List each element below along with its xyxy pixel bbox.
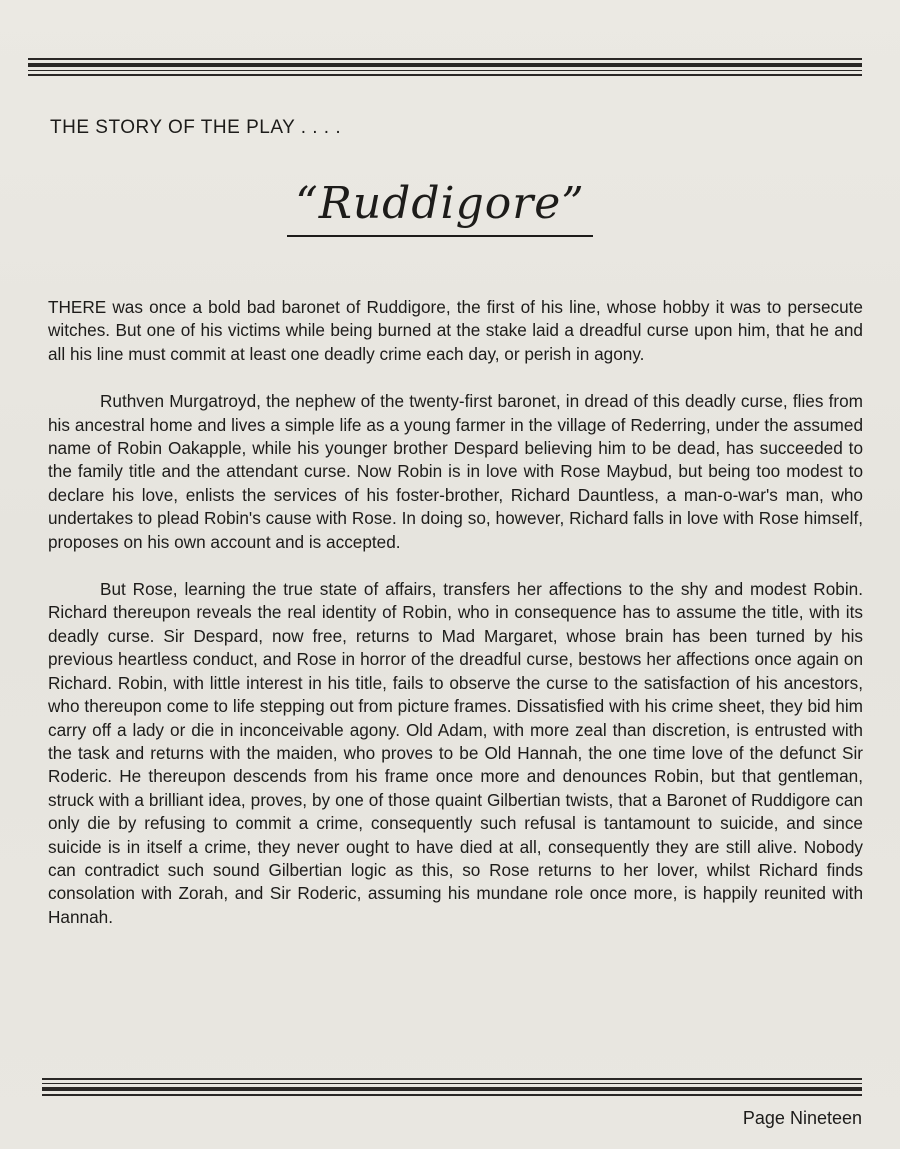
- bottom-decorative-rule: [42, 1078, 862, 1096]
- section-kicker: THE STORY OF THE PLAY . . . .: [50, 117, 342, 138]
- top-decorative-rule: [28, 58, 862, 76]
- story-paragraph-1: THERE was once a bold bad baronet of Ruddigore, the first of his line, whose hobby it was to persecute witches. But one of his victims while being burned at the stake laid a dreadful curse upon him, that he and all his line must commit at least one deadly crime each day, or perish in agony.: [48, 297, 863, 364]
- story-body: [48, 296, 863, 953]
- page-number: Page Nineteen: [742, 1108, 862, 1128]
- play-title: “Ruddigore”: [287, 178, 593, 237]
- title-block: [280, 178, 600, 237]
- story-paragraph-2: Ruthven Murgatroyd, the nephew of the twenty-first baronet, in dread of this deadly curse, flies from his ancestral home and lives a simple life as a young farmer in the village of Rederring, under the assumed name of Robin Oakapple, while his younger brother Despard believing him to be dead, has succeeded to the family title and the attendant curse. Now Robin is in love with Rose Maybud, but being too modest to declare his love, enlists the services of his foster-brother, Richard Dauntless, a man-o-war's man, who undertakes to plead Robin's cause with Rose. In doing so, however, Richard falls in love with Rose himself, proposes on his own account and is accepted.: [48, 391, 863, 552]
- story-paragraph-3: But Rose, learning the true state of affairs, transfers her affections to the shy and modest Robin. Richard thereupon reveals the real identity of Robin, who in consequence has to assume the title, with its deadly curse. Sir Despard, now free, returns to Mad Margaret, whose brain has been turned by his previous heartless conduct, and Rose in horror of the dreadful curse, bestows her affections once again on Richard. Robin, with little interest in his title, fails to observe the curse to the satisfaction of his ancestors, who thereupon come to life stepping out from picture frames. Dissatisfied with his crime sheet, they bid him carry off a lady or die in inconceivable agony. Old Adam, with more zeal than discretion, is entrusted with the task and returns with the maiden, who proves to be Old Hannah, the one time love of the defunct Sir Roderic. He thereupon descends from his frame once more and denounces Robin, but that gentleman, struck with a brilliant idea, proves, by one of those quaint Gilbertian twists, that a Baronet of Ruddigore can only die by refusing to commit a crime, consequently such refusal is tantamount to suicide, and since suicide is in itself a crime, they never ought to have died at all, consequently they are still alive. Nobody can contradict such sound Gilbertian logic as this, so Rose returns to her lover, whilst Richard finds consolation with Zorah, and Sir Roderic, assuming his mundane role once more, is happily reunited with Hannah.: [48, 579, 863, 927]
